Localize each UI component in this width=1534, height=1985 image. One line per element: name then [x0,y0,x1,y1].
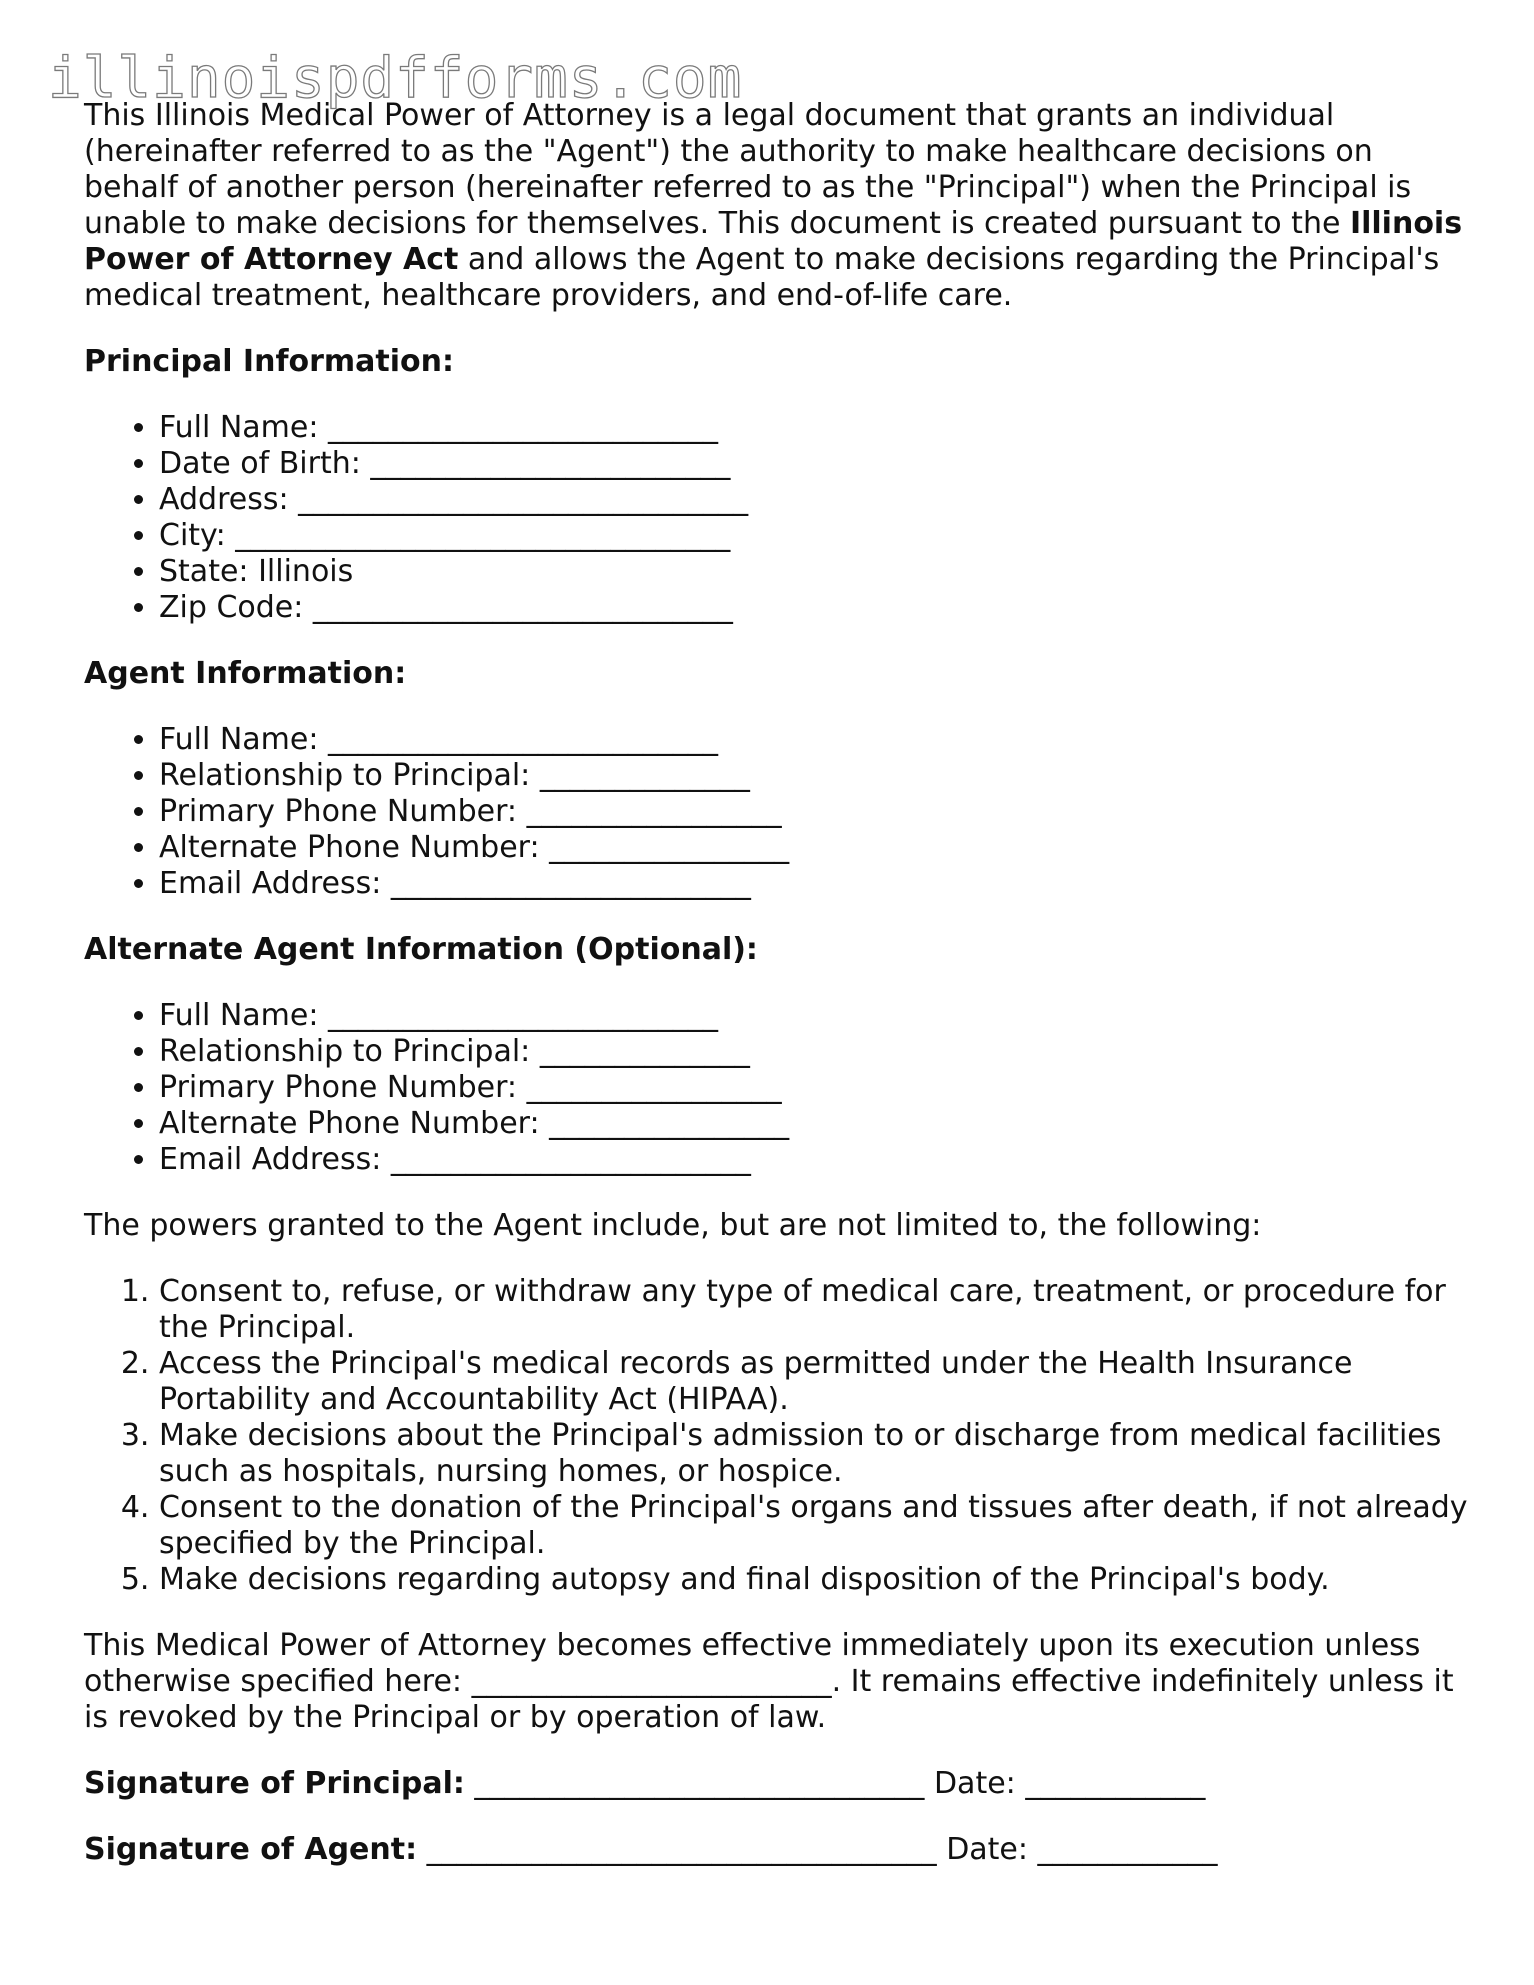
field-label: Full Name: [159,998,319,1033]
agent-date-label: Date: [946,1832,1028,1867]
power-item: 1. Consent to, refuse, or withdraw any type of medical care, treatment, or procedure for the Principal. [159,1274,1474,1346]
agent-signature-line [84,1832,1474,1868]
relationship-blank[interactable]: ______________ [539,758,750,793]
intro-paragraph [84,98,1474,314]
principal-date-label: Date: [933,1766,1016,1801]
alternate-agent-relationship [159,1034,1474,1070]
field-label: Full Name: [159,410,319,445]
field-label: Date of Birth: [159,446,361,481]
power-item: 5. Make decisions regarding autopsy and final disposition of the Principal's body. [159,1562,1474,1598]
power-item: 2. Access the Principal's medical records as permitted under the Health Insurance Portability and Accountability Act (HIPAA). [159,1346,1474,1418]
power-item: 4. Consent to the donation of the Principal's organs and tissues after death, if not already specified by the Principal. [159,1490,1474,1562]
field-label: Relationship to Principal: [159,758,531,793]
agent-full-name [159,722,1474,758]
alternate-agent-alternate-phone [159,1106,1474,1142]
address-blank[interactable]: ______________________________ [298,482,749,517]
primary-phone-blank[interactable]: _________________ [526,794,782,829]
alternate-phone-blank[interactable]: ________________ [549,1106,790,1141]
agent-fields [84,722,1474,902]
agent-signature-blank[interactable]: __________________________________ [426,1832,937,1867]
effective-text-2: . It remains effective indefinitely unless it is revoked by the Principal or by operation of law. [84,1664,1454,1735]
alternate-agent-fields [84,998,1474,1178]
alternate-agent-primary-phone [159,1070,1474,1106]
field-label: Full Name: [159,722,319,757]
field-label: Alternate Phone Number: [159,830,540,865]
city-blank[interactable]: _________________________________ [235,518,731,553]
principal-full-name [159,410,1474,446]
agent-alternate-phone [159,830,1474,866]
field-label: Email Address: [159,1142,382,1177]
principal-city [159,518,1474,554]
field-label: Email Address: [159,866,382,901]
relationship-blank[interactable]: ______________ [539,1034,750,1069]
principal-signature-label: Signature of Principal: [84,1766,465,1801]
field-label: State: [159,554,249,589]
effective-date-blank[interactable]: ________________________ [471,1664,832,1699]
primary-phone-blank[interactable]: _________________ [526,1070,782,1105]
document-body [84,98,1474,1898]
alternate-agent-section-title: Alternate Agent Information (Optional): [84,932,758,967]
alternate-agent-email [159,1142,1474,1178]
alternate-phone-blank[interactable]: ________________ [549,830,790,865]
field-label: Primary Phone Number: [159,794,518,829]
date-of-birth-blank[interactable]: ________________________ [370,446,731,481]
principal-fields [84,410,1474,626]
principal-date-blank[interactable]: ____________ [1025,1766,1206,1801]
watermark: illinoispdfforms.com [48,46,743,111]
state-value: Illinois [258,554,354,589]
email-blank[interactable]: ________________________ [390,1142,751,1177]
full-name-blank[interactable]: __________________________ [328,410,718,445]
principal-state [159,554,1474,590]
agent-primary-phone [159,794,1474,830]
effective-text-1: This Medical Power of Attorney becomes effective immediately upon its execution unless otherwise specified here: [84,1628,1421,1699]
field-label: City: [159,518,226,553]
agent-email [159,866,1474,902]
principal-signature-line [84,1766,1474,1802]
field-label: Zip Code: [159,590,304,625]
agent-date-blank[interactable]: ____________ [1037,1832,1218,1867]
field-label: Alternate Phone Number: [159,1106,540,1141]
full-name-blank[interactable]: __________________________ [328,722,718,757]
full-name-blank[interactable]: __________________________ [328,998,718,1033]
field-label: Relationship to Principal: [159,1034,531,1069]
effective-paragraph [84,1628,1474,1736]
agent-section-title: Agent Information: [84,656,407,691]
principal-zip-code [159,590,1474,626]
principal-signature-blank[interactable]: ______________________________ [474,1766,925,1801]
alternate-agent-full-name [159,998,1474,1034]
principal-section-title: Principal Information: [84,344,455,379]
principal-date-of-birth [159,446,1474,482]
intro-text-1: This Illinois Medical Power of Attorney is a legal document that grants an individual (hereinafter referred to as the "Agent") the authority to make healthcare decisions on behalf of another person (hereinafter referred to as the "Principal") when the Principal is unable to make decisions for themselves. This document is created pursuant to the [84,98,1412,241]
field-label: Address: [159,482,289,517]
principal-address [159,482,1474,518]
powers-list [84,1274,1474,1598]
email-blank[interactable]: ________________________ [390,866,751,901]
field-label: Primary Phone Number: [159,1070,518,1105]
powers-intro: The powers granted to the Agent include, but are not limited to, the following: [84,1208,1262,1243]
agent-signature-label: Signature of Agent: [84,1832,418,1867]
intro-text-2: and allows the Agent to make decisions regarding the Principal's medical treatment, healthcare providers, and end-of-life care. [84,242,1440,313]
power-item: 3. Make decisions about the Principal's admission to or discharge from medical facilities such as hospitals, nursing homes, or hospice. [159,1418,1474,1490]
act-name: Illinois Power of Attorney Act [84,206,1463,277]
agent-relationship [159,758,1474,794]
zip-code-blank[interactable]: ____________________________ [312,590,733,625]
